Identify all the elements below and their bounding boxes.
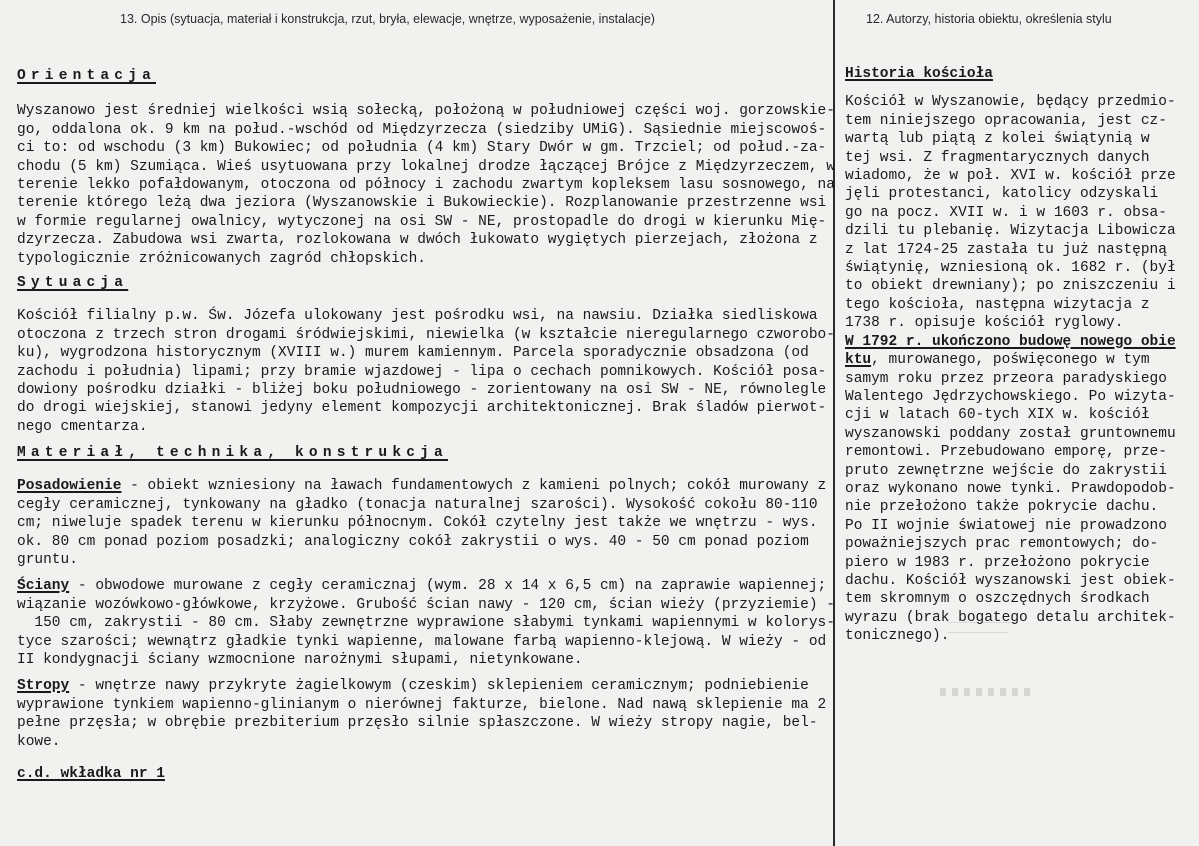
text-line: pełne przęsła; w obrębie prezbiterium przęsło silnie spłaszczone. W wieży stropy nagie, bel- <box>17 715 818 732</box>
text-line: kowe. <box>17 733 61 750</box>
text-line: terenie lekko pofałdowanym, otoczona od północy i zachodu zwartym kopleksem lasu sosnowego, na <box>17 177 835 194</box>
section-heading-sytuacja: Sytuacja <box>17 275 129 291</box>
text-line <box>17 477 835 495</box>
text-line: zachodu i południa) lipami; przy bramie wjazdowej - lipa o cechach pomnikowych. Kościół posa- <box>17 363 827 380</box>
text-line: terenie którego leżą dwa jeziora (Wyszanowskie i Bukowieckie). Rozplanowanie przestrzenne wsi <box>17 195 827 212</box>
text-line: wyprawione tynkiem wapienno-glinianym o nierównej fakturze, bielone. Nad nawą sklepienie ma 2 <box>17 696 827 713</box>
text-line: piero w 1983 r. przełożono pokrycie <box>845 554 1150 571</box>
label-stropy: Stropy <box>17 678 70 695</box>
section-body-sytuacja <box>17 307 835 436</box>
text-line: Wyszanowo jest średniej wielkości wsią sołecką, położoną w południowej części woj. gorzowskie- <box>17 103 835 120</box>
text-line: cm; niweluje spadek terenu w kierunku północnym. Cokół czytelny jest także we wnętrzu - wys. <box>17 515 818 532</box>
text-line: Po II wojnie światowej nie prowadzono <box>845 517 1167 534</box>
text-line: tego kościoła, następna wizytacja z <box>845 296 1150 313</box>
text-line: dowiony pośrodku działki - bliżej boku południowego - zorientowany na osi SW - NE, równolegle <box>17 382 827 399</box>
paragraph-sciany <box>17 577 835 669</box>
text-line: 1738 r. opisuje kościół ryglowy. <box>845 315 1124 332</box>
section-orientacja <box>17 67 835 268</box>
section-heading-orientacja: Orientacja <box>17 68 157 84</box>
text-line: nie przełożono także pokrycie dachu. <box>845 499 1159 516</box>
text-line: do drogi wiejskiej, stanowi jedyny element kompozycji architektonicznej. Brak śladów pierwot- <box>17 400 827 417</box>
text-line: świątynię, wzniesioną ok. 1682 r. (był <box>845 260 1176 277</box>
text-line: go, oddalona ok. 9 km na połud.-wschód od Międzyrzecza (siedziby UMiG). Sąsiednie miejscowoś- <box>17 121 827 138</box>
text-line: tej wsi. Z fragmentarycznych danych <box>845 149 1150 166</box>
text-line: otoczona z trzech stron drogami śródwiejskimi, niewielka (w kształcie nieregularnego czworobo- <box>17 326 835 343</box>
right-column-header: 12. Autorzy, historia obiektu, określenia stylu <box>866 12 1112 26</box>
text-line: typologicznie zróżnicowanych zagród chłopskich. <box>17 250 426 267</box>
label-posadowienie: Posadowienie <box>17 478 122 495</box>
text-line: tem skromnym o oszczędnych środkach <box>845 591 1150 608</box>
text-line: nego cmentarza. <box>17 418 148 435</box>
text-line: Kościół w Wyszanowie, będący przedmio- <box>845 94 1176 111</box>
text-line: Kościół filialny p.w. Św. Józefa ulokowany jest pośrodku wsi, na nawsiu. Działka siedliskowa <box>17 308 818 325</box>
text-line: dachu. Kościół wyszanowski jest obiek- <box>845 572 1176 589</box>
text-line: jęli protestanci, katolicy odzyskali <box>845 186 1159 203</box>
history-body <box>845 93 1176 645</box>
text-span-bold: ktu <box>845 352 872 369</box>
text-line: II kondygnacji ściany wzmocnione narożnymi słupami, nietynkowane. <box>17 652 583 669</box>
text-line: dzili tu plebanię. Wizytacja Libowicza <box>845 223 1176 240</box>
text-line: z lat 1724-25 zastała tu już następną <box>845 241 1167 258</box>
text-line: Walentego Jędrzychowskiego. Po wizyta- <box>845 388 1176 405</box>
text-line: gruntu. <box>17 552 78 569</box>
left-column-header: 13. Opis (sytuacja, materiał i konstrukcja, rzut, bryła, elewacje, wnętrze, wyposażenie, instalacje) <box>120 12 655 26</box>
bleed-through-mark <box>940 688 1030 696</box>
text-line: ci to: od wschodu (3 km) Bukowiec; od południa (4 km) Stary Dwór w gm. Trzciel; od połud.-za- <box>17 140 827 157</box>
paragraph-stropy <box>17 677 835 751</box>
continuation-note: c.d. wkładka nr 1 <box>17 766 165 783</box>
section-body-orientacja <box>17 102 835 268</box>
history-title: Historia kościoła <box>845 66 993 82</box>
text-line: ok. 80 cm ponad poziom posadzki; analogiczny cokół zakrystii o wys. 40 - 50 cm ponad poziom <box>17 533 809 550</box>
text-line: 150 cm, zakrystii - 80 cm. Słaby zewnętrzne wyprawione słabymi tynkami wapiennymi w kolorys- <box>17 615 835 632</box>
text-line <box>17 577 835 595</box>
text-line: cegły ceramicznej, tynkowany na gładko (tonacja naturalnej szarości). Wysokość cokołu 80-110 <box>17 496 818 513</box>
text-line: wiązanie wozówkowo-główkowe, krzyżowe. Grubość ścian nawy - 120 cm, ścian wieży (przyziemie) - <box>17 596 835 613</box>
label-sciany: Ściany <box>17 578 70 595</box>
text-span: - obiekt wzniesiony na ławach fundamentowych z kamieni polnych; cokół murowany z <box>121 478 827 495</box>
text-line: poważniejszych prac remontowych; do- <box>845 536 1159 553</box>
text-line: remontowi. Przebudowano emporę, prze- <box>845 444 1167 461</box>
text-line: chodu (5 km) Szumiąca. Wieś usytuowana przy lokalnej drodze łączącej Brójce z Międzyrzeczem, w <box>17 158 835 175</box>
paragraph-posadowienie <box>17 477 835 569</box>
text-line: wiadomo, że w poł. XVI w. kościół prze <box>845 168 1176 185</box>
text-span: , murowanego, poświęconego w tym <box>871 352 1150 369</box>
section-sytuacja <box>17 274 835 436</box>
text-line: wyrazu (brak bogatego detalu architek- <box>845 609 1176 626</box>
text-line: wartą lub piątą z kolei świątynią w <box>845 131 1150 148</box>
text-line: go na pocz. XVII w. i w 1603 r. obsa- <box>845 204 1167 221</box>
text-line: dzyrzecza. Zabudowa wsi zwarta, rozlokowana w dwóch łukowato wygiętych pierzejach, złożona z <box>17 232 818 249</box>
section-material <box>17 444 835 784</box>
text-line <box>845 351 1155 369</box>
text-line: samym roku przez przeora paradyskiego <box>845 370 1167 387</box>
text-line: tem niniejszego opracowania, jest cz- <box>845 112 1167 129</box>
text-line: pruto zewnętrzne wejście do zakrystii <box>845 462 1167 479</box>
text-line: ku), wygrodzona historycznym (XVIII w.) murem kamiennym. Parcela sporadycznie obsadzona (od <box>17 345 809 362</box>
text-span: - obwodowe murowane z cegły ceramicznaj (wym. 28 x 14 x 6,5 cm) na zaprawie wapiennej; <box>69 578 827 595</box>
right-column <box>845 65 1176 646</box>
text-line: cji w latach 60-tych XIX w. kościół <box>845 407 1150 424</box>
text-line <box>17 677 835 695</box>
text-line: oraz wykonano nowe tynki. Prawdopodob- <box>845 480 1176 497</box>
text-line: to obiekt drewniany); po zniszczeniu i <box>845 278 1176 295</box>
text-line: w formie regularnej owalnicy, wytyczonej na osi SW - NE, prostopadle do drogi w kierunku Mię- <box>17 213 827 230</box>
text-span: - wnętrze nawy przykryte żagielkowym (czeskim) sklepieniem ceramicznym; podniebienie <box>69 678 809 695</box>
text-line-bold: W 1792 r. ukończono budowę nowego obie <box>845 333 1176 350</box>
text-line: tonicznego). <box>845 628 950 645</box>
text-line: tyce szarości; wewnątrz gładkie tynki wapienne, malowane farbą wapienno-klejową. W wieży - od <box>17 633 827 650</box>
section-heading-material: Materiał, technika, konstrukcja <box>17 445 448 461</box>
text-line: wyszanowski poddany został gruntownemu <box>845 425 1176 442</box>
